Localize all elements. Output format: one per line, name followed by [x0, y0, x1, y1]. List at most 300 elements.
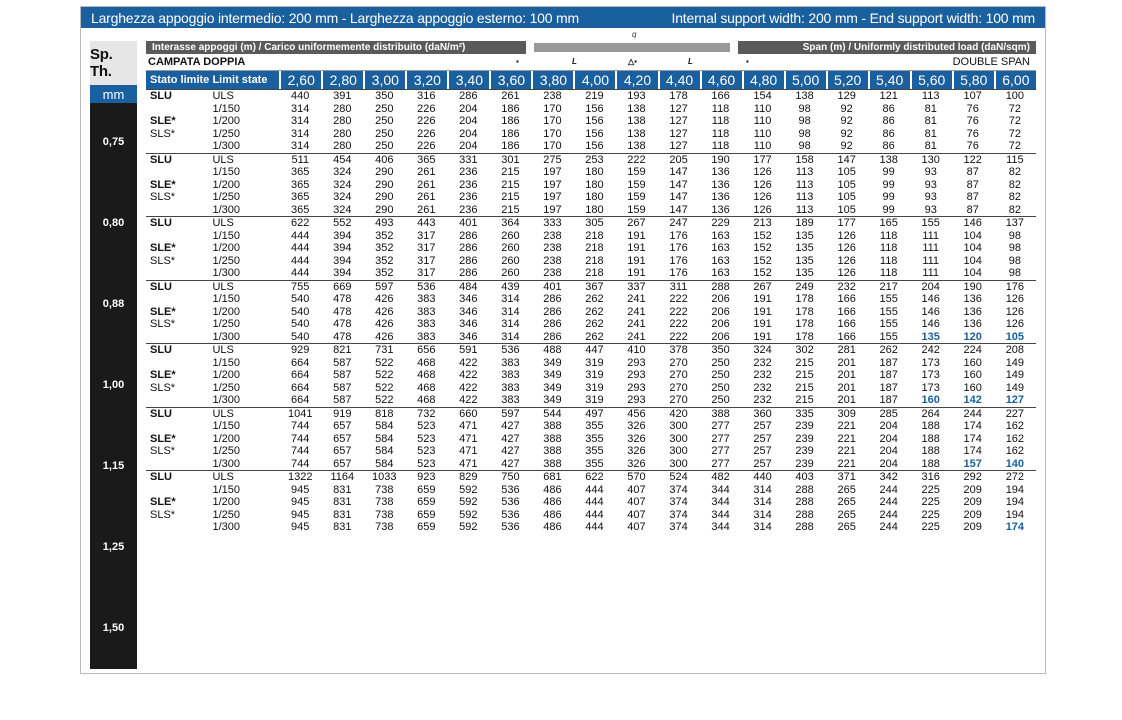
load-value-cell: 191: [627, 242, 646, 254]
table-row: [146, 204, 1036, 217]
load-value-cell: 383: [501, 394, 520, 406]
load-value-cell: 270: [669, 356, 688, 369]
load-value-cell: 226: [417, 140, 436, 152]
load-value-cell: 388: [543, 432, 562, 445]
support-diagram: [516, 54, 756, 70]
limit-label: ULS: [208, 343, 279, 357]
load-value-cell: 98: [1008, 267, 1021, 279]
load-value-cell: 163: [711, 229, 730, 242]
load-value-cell: 264: [910, 407, 952, 421]
load-value-cell: 157: [963, 457, 982, 470]
load-value-cell: 314: [501, 318, 520, 330]
table-row: [146, 407, 1036, 421]
load-value-cell: 136: [963, 293, 982, 305]
table-row: [146, 382, 1036, 395]
span-header-cell: 4,80: [742, 71, 784, 89]
load-value-cell: 190: [952, 280, 994, 294]
load-value-cell: 92: [840, 140, 853, 152]
load-value-cell: 110: [753, 127, 772, 140]
span-header-cell: 4,20: [615, 71, 657, 89]
load-value-cell: 100: [994, 89, 1036, 103]
load-value-cell: 126: [1005, 293, 1025, 305]
load-value-cell: 180: [585, 203, 604, 216]
span-header-cell: 3,60: [489, 71, 531, 89]
load-value-cell: 236: [459, 178, 478, 191]
table-row: [146, 394, 1036, 407]
load-value-cell: 288: [795, 508, 814, 521]
table-row: [146, 484, 1036, 497]
load-value-cell: 204: [459, 102, 478, 115]
load-value-cell: 166: [837, 305, 856, 318]
load-value-cell: 349: [543, 394, 562, 406]
state-sls: SLS*: [150, 445, 176, 457]
load-value-cell: 281: [826, 343, 868, 357]
load-value-cell: 831: [333, 496, 352, 508]
limit-label: 1/300: [212, 330, 240, 343]
load-value-cell: 236: [459, 166, 478, 178]
load-value-cell: 197: [543, 178, 562, 191]
load-value-cell: 427: [501, 457, 520, 470]
load-value-cell: 669: [321, 280, 363, 294]
load-value-cell: 388: [543, 457, 562, 470]
load-value-cell: 208: [994, 343, 1036, 357]
load-value-cell: 290: [375, 191, 394, 203]
state-empty: [146, 521, 208, 534]
load-value-cell: 193: [615, 89, 657, 103]
load-value-cell: 522: [375, 394, 394, 406]
load-value-cell: 176: [669, 242, 688, 254]
load-value-cell: 257: [753, 432, 772, 445]
load-value-cell: 162: [1005, 432, 1025, 445]
load-value-cell: 177: [826, 216, 868, 230]
load-value-cell: 326: [627, 432, 646, 445]
span-header-cell: 5,40: [868, 71, 910, 89]
table-row: [146, 318, 1036, 331]
load-value-cell: 544: [531, 407, 573, 421]
limit-label: 1/300: [212, 140, 240, 152]
load-value-cell: 99: [882, 191, 895, 203]
load-value-cell: 444: [585, 521, 604, 533]
load-value-cell: 659: [417, 521, 436, 533]
load-value-cell: 270: [669, 369, 688, 381]
load-value-cell: 657: [333, 432, 352, 445]
load-value-cell: 292: [952, 470, 994, 484]
load-value-cell: 165: [868, 216, 910, 230]
title-right: Internal support width: 200 mm - End support width: 100 mm: [671, 9, 1035, 26]
load-value-cell: 126: [753, 203, 772, 216]
load-value-cell: 265: [837, 508, 856, 521]
span-header-row: [146, 71, 1036, 89]
load-value-cell: 260: [501, 229, 520, 242]
table-row: [146, 521, 1036, 534]
load-value-cell: 81: [924, 140, 937, 152]
thickness-heading: Sp. Th.: [90, 41, 137, 85]
load-value-cell: 250: [375, 115, 394, 127]
span-header-cell: 4,60: [700, 71, 742, 89]
load-value-cell: 262: [585, 330, 604, 343]
load-value-cell: 152: [753, 267, 772, 279]
load-value-cell: 147: [669, 178, 688, 191]
load-value-cell: 126: [837, 242, 856, 254]
load-value-cell: 277: [711, 432, 730, 445]
load-value-cell: 406: [363, 153, 405, 167]
load-value-cell: 159: [627, 166, 646, 178]
load-value-cell: 352: [375, 267, 394, 279]
load-value-cell: 314: [291, 102, 310, 115]
load-value-cell: 622: [279, 216, 321, 230]
load-value-cell: 314: [753, 483, 772, 496]
load-value-cell: 286: [543, 293, 562, 305]
state-empty: [146, 140, 208, 153]
load-value-cell: 118: [711, 140, 730, 152]
table-row: [146, 140, 1036, 153]
load-value-cell: 403: [784, 470, 826, 484]
load-value-cell: 286: [459, 242, 478, 254]
load-value-cell: 829: [447, 470, 489, 484]
load-value-cell: 426: [375, 318, 394, 330]
load-value-cell: 584: [375, 432, 394, 445]
load-value-cell: 260: [501, 254, 520, 267]
load-value-cell: 142: [963, 394, 982, 406]
load-value-cell: 250: [711, 356, 730, 369]
load-value-cell: 309: [826, 407, 868, 421]
load-value-cell: 186: [501, 127, 520, 140]
title-bar: [81, 7, 1045, 28]
state-sle: SLE*: [150, 496, 176, 508]
load-value-cell: 118: [711, 127, 730, 140]
load-value-cell: 104: [963, 267, 982, 279]
load-value-cell: 232: [753, 394, 772, 406]
state-empty: [146, 103, 208, 116]
table-row: [146, 89, 1036, 103]
load-value-cell: 174: [963, 420, 982, 432]
load-value-cell: 584: [375, 420, 394, 432]
load-value-cell: 191: [627, 254, 646, 267]
load-value-cell: 367: [573, 280, 615, 294]
load-value-cell: 314: [291, 127, 310, 140]
state-sls: SLS*: [150, 127, 176, 140]
load-value-cell: 250: [375, 127, 394, 140]
load-value-cell: 324: [742, 343, 784, 357]
load-value-cell: 407: [627, 521, 646, 533]
load-value-cell: 176: [669, 254, 688, 267]
load-value-cell: 290: [375, 166, 394, 178]
load-value-cell: 300: [669, 445, 688, 457]
load-value-cell: 536: [501, 521, 520, 533]
load-value-cell: 81: [924, 127, 937, 140]
load-value-cell: 239: [795, 445, 814, 457]
load-value-cell: 156: [585, 102, 604, 115]
load-value-cell: 314: [291, 115, 310, 127]
load-value-cell: 317: [417, 242, 436, 254]
load-value-cell: 239: [795, 420, 814, 432]
load-value-cell: 471: [459, 445, 478, 457]
load-value-cell: 126: [837, 267, 856, 279]
load-value-cell: 426: [375, 330, 394, 343]
load-value-cell: 371: [826, 470, 868, 484]
load-value-cell: 293: [627, 356, 646, 369]
load-value-cell: 93: [924, 178, 937, 191]
load-value-cell: 497: [573, 407, 615, 421]
load-value-cell: 180: [585, 178, 604, 191]
load-value-cell: 170: [543, 140, 562, 152]
load-value-cell: 156: [585, 115, 604, 127]
span-header-cell: 3,00: [363, 71, 405, 89]
load-value-cell: 159: [627, 203, 646, 216]
load-value-cell: 314: [753, 496, 772, 508]
load-value-cell: 468: [417, 394, 436, 406]
load-value-cell: 218: [585, 267, 604, 279]
load-value-cell: 160: [963, 381, 982, 394]
load-value-cell: 201: [837, 394, 856, 406]
load-value-cell: 326: [627, 445, 646, 457]
table-row: [146, 331, 1036, 344]
table-row: [146, 166, 1036, 179]
load-value-cell: 587: [333, 394, 352, 406]
load-table-grid: [146, 71, 1036, 534]
load-value-cell: 122: [952, 153, 994, 167]
load-value-cell: 407: [627, 483, 646, 496]
load-value-cell: 93: [924, 203, 937, 216]
load-value-cell: 209: [963, 521, 982, 533]
load-value-cell: 92: [840, 102, 853, 115]
load-value-cell: 146: [921, 305, 940, 318]
load-value-cell: 222: [615, 153, 657, 167]
load-value-cell: 105: [1005, 330, 1025, 343]
limit-label: 1/300: [212, 394, 240, 406]
load-value-cell: 98: [798, 127, 811, 140]
load-value-cell: 540: [291, 330, 310, 343]
load-value-cell: 333: [531, 216, 573, 230]
load-value-cell: 305: [573, 216, 615, 230]
load-value-cell: 383: [417, 305, 436, 318]
load-value-cell: 831: [333, 483, 352, 496]
load-value-cell: 204: [879, 432, 898, 445]
table-row: [146, 496, 1036, 509]
load-value-cell: 523: [417, 420, 436, 432]
load-value-cell: 350: [363, 89, 405, 103]
load-value-cell: 540: [291, 305, 310, 318]
load-value-cell: 285: [868, 407, 910, 421]
table-row: [146, 255, 1036, 268]
thickness-label: 1,50: [102, 621, 125, 634]
load-value-cell: 267: [742, 280, 784, 294]
load-value-cell: 201: [837, 381, 856, 394]
load-value-cell: 426: [375, 293, 394, 305]
load-value-cell: 664: [291, 356, 310, 369]
load-value-cell: 76: [966, 102, 979, 115]
load-value-cell: 444: [291, 229, 310, 242]
load-value-cell: 262: [585, 293, 604, 305]
load-value-cell: 326: [627, 457, 646, 470]
load-value-cell: 232: [753, 369, 772, 381]
load-value-cell: 244: [879, 508, 898, 521]
limit-label: ULS: [208, 280, 279, 294]
span-header-cell: 5,00: [784, 71, 826, 89]
span-header-cell: 4,00: [573, 71, 615, 89]
load-value-cell: 346: [459, 305, 478, 318]
limit-label: 1/200: [212, 305, 240, 318]
load-value-cell: 365: [405, 153, 447, 167]
load-value-cell: 277: [711, 457, 730, 470]
thickness-label: 1,25: [102, 540, 125, 553]
load-value-cell: 160: [963, 356, 982, 369]
load-value-cell: 265: [837, 483, 856, 496]
table-row: [146, 267, 1036, 280]
load-value-cell: 135: [921, 330, 940, 343]
table-row: [146, 357, 1036, 370]
load-value-cell: 104: [963, 254, 982, 267]
load-value-cell: 738: [375, 483, 394, 496]
load-value-cell: 378: [658, 343, 700, 357]
limit-label: ULS: [208, 216, 279, 230]
load-value-cell: 222: [669, 330, 688, 343]
load-value-cell: 236: [459, 203, 478, 216]
load-value-cell: 314: [501, 330, 520, 343]
load-value-cell: 136: [711, 191, 730, 203]
load-value-cell: 221: [837, 420, 856, 432]
load-value-cell: 300: [669, 457, 688, 470]
load-value-cell: 488: [531, 343, 573, 357]
load-value-cell: 365: [291, 191, 310, 203]
load-value-cell: 201: [837, 369, 856, 381]
load-value-cell: 486: [543, 521, 562, 533]
table-row: [146, 433, 1036, 446]
load-value-cell: 945: [291, 483, 310, 496]
load-value-cell: 293: [627, 369, 646, 381]
load-value-cell: 744: [291, 445, 310, 457]
load-value-cell: 540: [291, 318, 310, 330]
load-value-cell: 394: [333, 267, 352, 279]
load-value-cell: 111: [922, 254, 940, 267]
state-sle: SLE*: [150, 115, 176, 127]
state-slu: SLU: [146, 153, 208, 167]
load-value-cell: 818: [363, 407, 405, 421]
load-value-cell: 316: [910, 470, 952, 484]
load-value-cell: 218: [585, 242, 604, 254]
load-value-cell: 536: [501, 496, 520, 508]
load-value-cell: 110: [753, 115, 772, 127]
load-value-cell: 280: [333, 115, 352, 127]
limit-label: 1/150: [212, 420, 240, 432]
load-value-cell: 152: [753, 242, 772, 254]
load-value-cell: 219: [573, 89, 615, 103]
load-value-cell: 174: [1005, 521, 1025, 533]
load-value-cell: 468: [417, 381, 436, 394]
load-value-cell: 146: [921, 293, 940, 305]
load-value-cell: 422: [459, 381, 478, 394]
table-row: [146, 128, 1036, 141]
load-value-cell: 93: [924, 166, 937, 178]
load-value-cell: 204: [879, 457, 898, 470]
load-value-cell: 681: [531, 470, 573, 484]
load-value-cell: 288: [700, 280, 742, 294]
load-value-cell: 275: [531, 153, 573, 167]
load-value-cell: 176: [669, 229, 688, 242]
subheader-left: Interasse appoggi (m) / Carico uniformemente distribuito (daN/m²): [146, 41, 526, 54]
load-value-cell: 136: [711, 203, 730, 216]
load-value-cell: 115: [994, 153, 1036, 167]
load-value-cell: 454: [321, 153, 363, 167]
load-value-cell: 319: [585, 394, 604, 406]
table-row: [146, 470, 1036, 484]
load-value-cell: 204: [459, 127, 478, 140]
load-value-cell: 215: [795, 356, 814, 369]
load-value-cell: 98: [798, 102, 811, 115]
load-value-cell: 215: [795, 394, 814, 406]
load-value-cell: 388: [543, 445, 562, 457]
load-value-cell: 224: [952, 343, 994, 357]
load-value-cell: 186: [501, 140, 520, 152]
load-value-cell: 317: [417, 229, 436, 242]
load-value-cell: 188: [921, 457, 940, 470]
load-value-cell: 536: [489, 343, 531, 357]
limit-label: 1/150: [212, 166, 240, 178]
load-value-cell: 146: [921, 318, 940, 330]
load-value-cell: 239: [795, 432, 814, 445]
load-value-cell: 191: [753, 305, 772, 318]
load-value-cell: 138: [627, 102, 646, 115]
load-value-cell: 190: [700, 153, 742, 167]
load-value-cell: 597: [489, 407, 531, 421]
load-value-cell: 286: [543, 330, 562, 343]
load-value-cell: 226: [417, 102, 436, 115]
limit-label: ULS: [208, 470, 279, 484]
load-value-cell: 173: [921, 356, 940, 369]
limit-label: 1/300: [212, 267, 240, 279]
state-sls: SLS*: [150, 318, 176, 330]
load-value-cell: 253: [573, 153, 615, 167]
load-value-cell: 277: [711, 420, 730, 432]
subheader-right: Span (m) / Uniformly distributed load (daN/sqm): [738, 41, 1036, 54]
load-value-cell: 206: [711, 330, 730, 343]
table-subheader: [146, 30, 1036, 54]
load-value-cell: 110: [753, 102, 772, 115]
load-value-cell: 929: [279, 343, 321, 357]
load-value-cell: 945: [291, 508, 310, 521]
load-value-cell: 420: [658, 407, 700, 421]
load-value-cell: 209: [963, 508, 982, 521]
load-value-cell: 592: [459, 496, 478, 508]
load-value-cell: 422: [459, 394, 478, 406]
load-value-cell: 140: [1005, 457, 1025, 470]
load-value-cell: 87: [966, 191, 979, 203]
load-value-cell: 622: [573, 470, 615, 484]
load-value-cell: 238: [543, 267, 562, 279]
load-value-cell: 383: [417, 318, 436, 330]
load-value-cell: 174: [963, 445, 982, 457]
load-value-cell: 206: [711, 318, 730, 330]
load-value-cell: 337: [615, 280, 657, 294]
load-value-cell: 374: [669, 521, 688, 533]
load-value-cell: 215: [795, 381, 814, 394]
load-value-cell: 591: [447, 343, 489, 357]
load-value-cell: 226: [417, 127, 436, 140]
load-value-cell: 118: [879, 229, 898, 242]
load-value-cell: 540: [291, 293, 310, 305]
load-value-cell: 286: [459, 229, 478, 242]
limit-label: 1/150: [212, 356, 240, 369]
load-value-cell: 427: [501, 420, 520, 432]
load-value-cell: 523: [417, 457, 436, 470]
load-value-cell: 486: [543, 496, 562, 508]
load-value-cell: 99: [882, 203, 895, 216]
table-row: [146, 115, 1036, 128]
load-value-cell: 659: [417, 483, 436, 496]
load-value-cell: 587: [333, 369, 352, 381]
limit-label: 1/250: [212, 127, 240, 140]
load-value-cell: 383: [501, 369, 520, 381]
